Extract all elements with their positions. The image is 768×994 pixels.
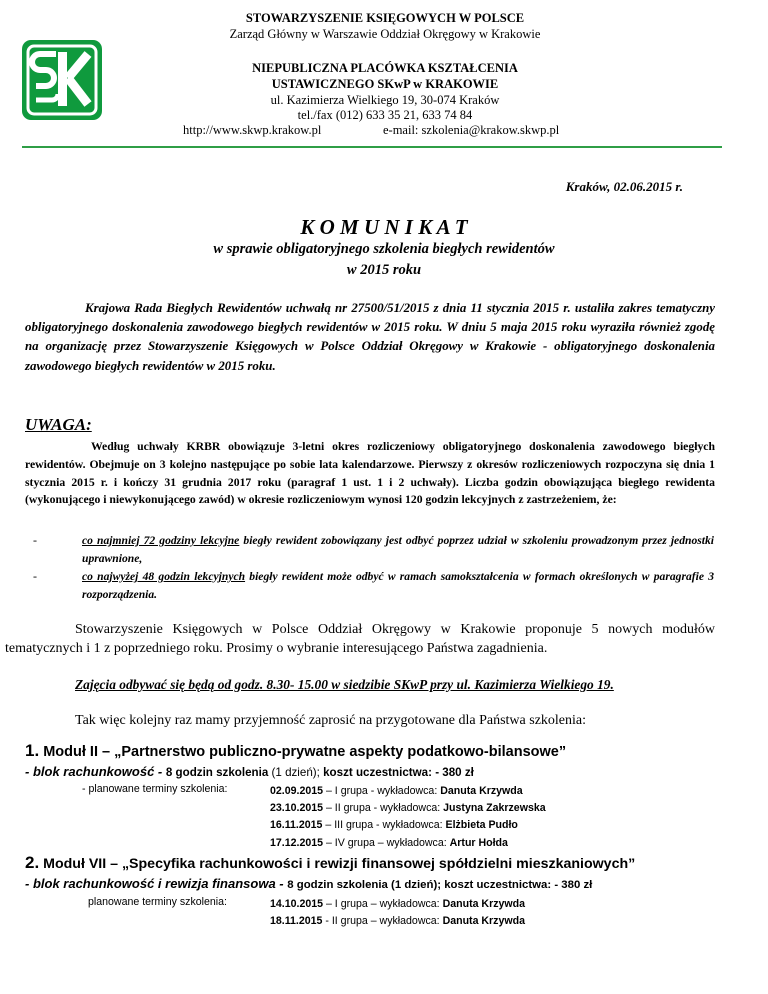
terms-label: planowane terminy szkolenia:	[88, 896, 227, 908]
info-hours: 8 godzin szkolenia (1 dzień); koszt uczestnictwa: - 380 zł	[287, 879, 593, 891]
info-cost: koszt uczestnictwa: - 380 zł	[323, 766, 474, 779]
subtitle-line-1: w sprawie obligatoryjnego szkolenia biegłych rewidentów	[213, 241, 555, 257]
invite-line: Tak więc kolejny raz mamy przyjemność zaprosić na przygotowane dla Państwa szkolenia:	[75, 713, 587, 728]
bullet-underlined: co najwyżej 48 godzin lekcyjnych	[82, 570, 246, 583]
bullet-text: biegły rewident zobowiązany jest odbyć poprzez udział w szkoleniu prowadzonym przez jednostki uprawnione,	[82, 534, 714, 565]
uwaga-paragraph: Według uchwały KRBR obowiązuje 3-letni okres rozliczeniowy obligatoryjnego doskonalenia zawodowego biegłych rewidentów. Obejmuje on 3 kolejno następujące po sobie lata kalendarzowe. Pierwszy z okresów rozliczeniowych rozpoczyna się dnia 1 stycznia 2015 r. i kończy 31 grudnia 2017 roku (paragraf 1 ust. 1 i 2 uchwały). Liczba godzin obowiązująca biegłego rewidenta (wykonującego i niewykonującego zawód) w okresie rozliczeniowym wynosi 120 godzin lekcyjnych z zastrzeżeniem, że:	[25, 440, 715, 507]
bullet-item	[82, 532, 714, 568]
term-date: 18.11.2015	[270, 915, 323, 928]
term-group: – IV grupa – wykładowca:	[323, 836, 450, 849]
term-row	[270, 835, 546, 852]
bullet-dash: -	[33, 569, 37, 583]
module-number: 2.	[25, 853, 40, 872]
term-lecturer: Justyna Zakrzewska	[443, 802, 546, 815]
term-row	[270, 817, 546, 834]
term-date: 14.10.2015	[270, 898, 324, 910]
module-2-info	[25, 876, 592, 891]
term-row	[270, 800, 546, 817]
term-lecturer: Elżbieta Pudło	[445, 819, 518, 832]
term-lecturer: Danuta Krzywda	[442, 898, 525, 910]
module-1-terms	[270, 783, 546, 852]
term-date: 23.10.2015	[270, 802, 324, 815]
module-1-info	[25, 764, 474, 779]
term-row	[270, 896, 525, 913]
skwp-logo	[22, 40, 102, 120]
module-number: 1.	[25, 741, 40, 760]
term-lecturer: Danuta Krzywda	[440, 785, 523, 797]
term-group: – II grupa - wykładowca:	[323, 802, 444, 815]
phone: tel./fax (012) 633 35 21, 633 74 84	[297, 108, 473, 122]
term-group: - II grupa – wykładowca:	[322, 915, 443, 928]
info-days: (1 dzień);	[268, 766, 324, 779]
org-subtitle: Zarząd Główny w Warszawie Oddział Okręgowy w Krakowie	[229, 27, 541, 41]
org-name: STOWARZYSZENIE KSIĘGOWYCH W POLSCE	[245, 11, 525, 25]
term-lecturer: Artur Hołda	[449, 836, 508, 849]
intro-paragraph: Krajowa Rada Biegłych Rewidentów uchwałą nr 27500/51/2015 z dnia 11 stycznia 2015 r. ustaliła zakres tematyczny obligatoryjnego doskonalenia zawodowego biegłych rewidentów w 2015 roku. W dniu 5 maja 2015 roku wyraziła również zgodę na organizację przez Stowarzyszenie Księgowych w Polsce Oddział Okręgowy w Krakowie - obligatoryjnego doskonalenia zawodowego biegłych rewidentów w 2015 roku.	[25, 301, 715, 373]
module-title: Moduł II – „Partnerstwo publiczno-prywatne aspekty podatkowo-bilansowe”	[43, 744, 567, 760]
info-hours: 8 godzin szkolenia	[165, 766, 269, 779]
email-link[interactable]: e-mail: szkolenia@krakow.skwp.pl	[383, 123, 560, 137]
info-prefix: -	[25, 876, 33, 891]
term-group: – III grupa - wykładowca:	[322, 819, 446, 832]
page-title: K O M U N I K A T	[300, 215, 468, 239]
header-divider	[22, 146, 722, 148]
term-group: – I grupa – wykładowca:	[323, 898, 443, 910]
module-1-heading	[25, 741, 566, 761]
bullet-text: biegły rewident może odbyć w ramach samokształcenia w formach określonych w paragrafie 3 rozporządzenia.	[82, 570, 714, 601]
module-2-terms	[270, 896, 525, 930]
website-link[interactable]: http://www.skwp.krakow.pl	[183, 123, 322, 137]
terms-label: - planowane terminy szkolenia:	[82, 783, 228, 795]
address: ul. Kazimierza Wielkiego 19, 30-074 Kraków	[270, 93, 500, 107]
term-date: 16.11.2015	[270, 819, 323, 832]
module-2-heading	[25, 853, 635, 873]
uwaga-heading: UWAGA:	[25, 415, 92, 434]
unit-line-2: USTAWICZNEGO SKwP w KRAKOWIE	[271, 77, 499, 91]
unit-line-1: NIEPUBLICZNA PLACÓWKA KSZTAŁCENIA	[252, 61, 518, 75]
skwp-logo-icon	[22, 40, 102, 120]
info-block: blok rachunkowość -	[32, 764, 166, 779]
term-group: – I grupa - wykładowca:	[323, 785, 441, 797]
term-row	[270, 913, 525, 930]
classes-note: Zajęcia odbywać się będą od godz. 8.30- 15.00 w siedzibie SKwP przy ul. Kazimierza Wielkiego 19.	[75, 677, 614, 692]
date-line: Kraków, 02.06.2015 r.	[565, 179, 683, 194]
proposal-paragraph: Stowarzyszenie Księgowych w Polsce Oddział Okręgowy w Krakowie proponuje 5 nowych modułów tematycznych i 1 z poprzedniego roku. Prosimy o wybranie interesującego Państwa zagadnienia.	[5, 622, 715, 656]
term-lecturer: Danuta Krzywda	[442, 915, 525, 928]
info-prefix: -	[25, 764, 33, 779]
term-row	[270, 783, 546, 800]
term-date: 02.09.2015	[270, 785, 324, 797]
module-title: Moduł VII – „Specyfika rachunkowości i rewizji finansowej spółdzielni mieszkaniowych”	[43, 856, 636, 872]
bullet-dash: -	[33, 533, 37, 547]
info-block: blok rachunkowość i rewizja finansowa -	[32, 876, 288, 891]
bullet-item	[82, 568, 714, 604]
subtitle-line-2: w 2015 roku	[346, 262, 422, 278]
bullet-underlined: co najmniej 72 godziny lekcyjne	[82, 534, 240, 547]
term-date: 17.12.2015	[270, 836, 324, 849]
